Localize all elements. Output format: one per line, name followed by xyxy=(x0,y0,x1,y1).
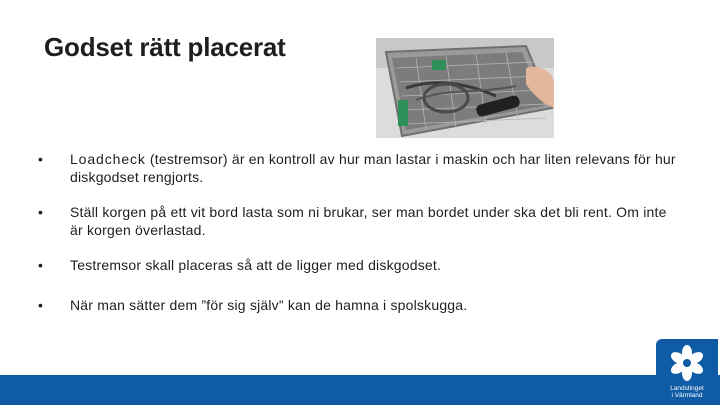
bullet-text: Ställ korgen på ett vit bord lasta som ni brukar, ser man bordet under ska det bli rent. Om inte är korgen överlastad. xyxy=(70,204,667,238)
logo-line-1: Landstinget xyxy=(670,385,704,392)
logo-line-2: i Värmland xyxy=(671,392,703,399)
instrument-basket-illustration xyxy=(376,38,554,138)
bullet-item xyxy=(38,150,678,186)
bullet-text: När man sätter dem ”för sig själv” kan de hamna i spolskugga. xyxy=(70,297,468,313)
bullet-item xyxy=(38,203,678,239)
bullet-dot: • xyxy=(38,151,44,167)
landstinget-logo xyxy=(656,339,718,405)
bullet-list xyxy=(38,150,678,331)
slide-title: Godset rätt placerat xyxy=(44,32,286,62)
bullet-text: Testremsor skall placeras så att de ligger med diskgodset. xyxy=(70,257,442,273)
bullet-item xyxy=(38,256,678,274)
bullet-text: (testremsor) är en kontroll av hur man lastar i maskin och har liten relevans för hur diskgodset rengjorts. xyxy=(70,151,676,185)
bullet-item xyxy=(38,296,678,314)
bullet-bold-term: Loadcheck xyxy=(70,151,146,167)
instrument-basket-photo xyxy=(376,38,554,138)
snowflake-flower-icon xyxy=(656,341,718,385)
bullet-dot: • xyxy=(38,257,44,273)
bullet-dot: • xyxy=(38,297,44,313)
bullet-dot: • xyxy=(38,204,44,220)
footer-bar xyxy=(0,375,720,405)
